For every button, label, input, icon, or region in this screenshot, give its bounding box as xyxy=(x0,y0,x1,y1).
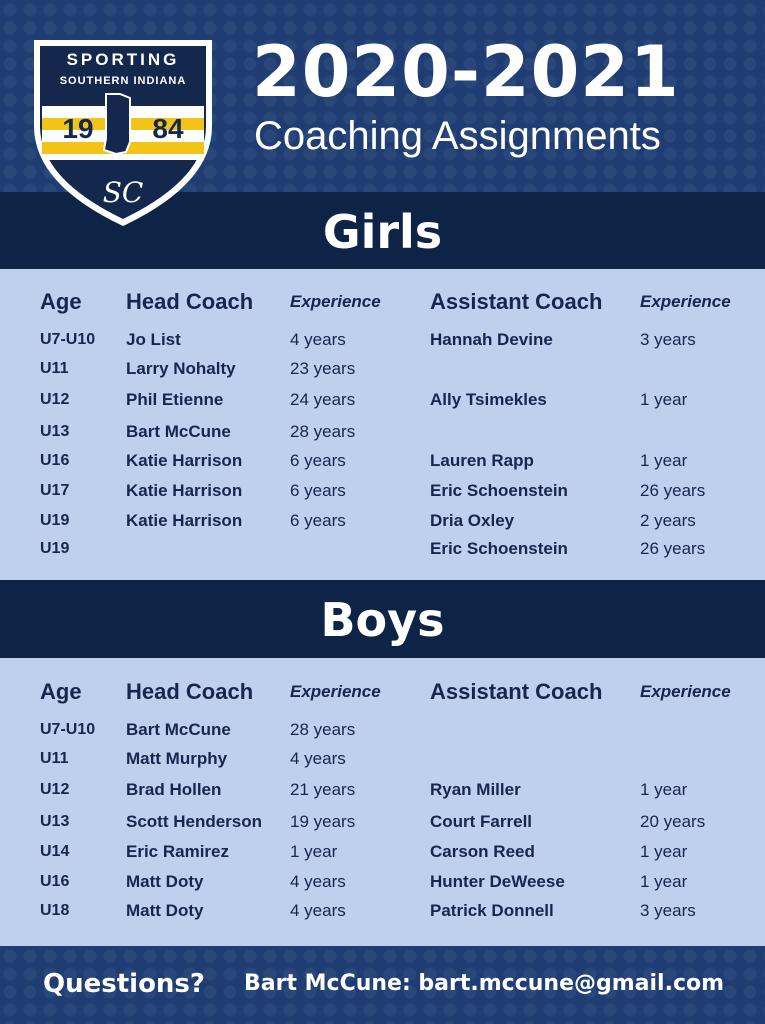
head-experience-cell: 21 years xyxy=(290,780,356,799)
head-experience-cell: 24 years xyxy=(290,390,356,409)
assistant-coach-cell: Court Farrell xyxy=(430,812,533,831)
head-experience-cell: 23 years xyxy=(290,359,356,378)
head-coach-cell: Brad Hollen xyxy=(126,780,222,799)
age-cell: U19 xyxy=(40,540,70,557)
head-coach-cell: Phil Etienne xyxy=(126,390,224,409)
girls-section-title: Girls xyxy=(0,192,765,269)
age-cell: U12 xyxy=(40,781,70,798)
head-experience-cell: 28 years xyxy=(290,422,356,441)
assistant-coach-cell: Ryan Miller xyxy=(430,780,521,799)
head-experience-cell: 6 years xyxy=(290,481,346,500)
assistant-coach-cell: Eric Schoenstein xyxy=(430,481,568,500)
age-cell: U16 xyxy=(40,873,70,890)
assistant-coach-cell: Patrick Donnell xyxy=(430,901,554,920)
assistant-experience-cell: 26 years xyxy=(640,481,706,500)
assistant-coach-cell: Lauren Rapp xyxy=(430,451,534,470)
head-coach-cell: Scott Henderson xyxy=(126,812,263,831)
age-cell: U16 xyxy=(40,452,70,469)
age-cell: U7-U10 xyxy=(40,721,96,738)
head-experience-cell: 4 years xyxy=(290,330,346,349)
girls-table xyxy=(0,269,765,580)
assistant-coach-cell: Dria Oxley xyxy=(430,511,515,530)
boys-table xyxy=(0,658,765,946)
head-coach-cell: Matt Doty xyxy=(126,901,204,920)
assistant-coach-cell: Carson Reed xyxy=(430,842,535,861)
age-cell: U11 xyxy=(40,750,69,767)
assistant-experience-cell: 3 years xyxy=(640,330,696,349)
assistant-experience-cell: 1 year xyxy=(640,872,688,891)
logo-year-left: 19 xyxy=(62,113,94,144)
head-experience-cell: 6 years xyxy=(290,451,346,470)
head-coach-cell: Matt Doty xyxy=(126,872,204,891)
head-coach-cell: Larry Nohalty xyxy=(126,359,236,378)
assistant-coach-cell: Hunter DeWeese xyxy=(430,872,565,891)
head-coach-cell: Bart McCune xyxy=(126,720,231,739)
head-experience-cell: 4 years xyxy=(290,872,346,891)
assistant-experience-cell: 1 year xyxy=(640,390,688,409)
age-cell: U17 xyxy=(40,482,70,499)
head-coach-cell: Bart McCune xyxy=(126,422,231,441)
assistant-coach-cell: Hannah Devine xyxy=(430,330,553,349)
assistant-experience-cell: 3 years xyxy=(640,901,696,920)
head-coach-cell: Katie Harrison xyxy=(126,511,243,530)
assistant-coach-cell: Eric Schoenstein xyxy=(430,539,568,558)
column-header-assistant-experience: Experience xyxy=(640,682,731,701)
logo-sub-text: SOUTHERN INDIANA xyxy=(59,75,187,87)
column-header-head-coach: Head Coach xyxy=(126,289,254,314)
head-experience-cell: 28 years xyxy=(290,720,356,739)
boys-section-title: Boys xyxy=(0,580,765,658)
column-header-age: Age xyxy=(40,679,82,704)
assistant-coach-cell: Ally Tsimekles xyxy=(430,390,547,409)
age-cell: U18 xyxy=(40,902,70,919)
age-cell: U19 xyxy=(40,512,70,529)
page-title: 2020-2021 xyxy=(252,31,680,113)
assistant-experience-cell: 20 years xyxy=(640,812,706,831)
age-cell: U14 xyxy=(40,843,70,860)
logo-monogram: SC xyxy=(102,176,144,209)
head-experience-cell: 4 years xyxy=(290,901,346,920)
column-header-age: Age xyxy=(40,289,82,314)
logo-top-text: SPORTING xyxy=(66,50,180,69)
age-cell: U13 xyxy=(40,423,70,440)
column-header-head-coach: Head Coach xyxy=(126,679,254,704)
footer xyxy=(0,946,765,1024)
head-experience-cell: 6 years xyxy=(290,511,346,530)
column-header-assistant-coach: Assistant Coach xyxy=(430,289,603,314)
logo-year-right: 84 xyxy=(152,113,184,144)
head-coach-cell: Katie Harrison xyxy=(126,451,243,470)
head-coach-cell: Katie Harrison xyxy=(126,481,243,500)
column-header-assistant-coach: Assistant Coach xyxy=(430,679,603,704)
head-experience-cell: 19 years xyxy=(290,812,356,831)
head-experience-cell: 4 years xyxy=(290,749,346,768)
page-subtitle: Coaching Assignments xyxy=(254,114,661,158)
age-cell: U11 xyxy=(40,360,69,377)
head-coach-cell: Matt Murphy xyxy=(126,749,228,768)
assistant-experience-cell: 2 years xyxy=(640,511,696,530)
assistant-experience-cell: 26 years xyxy=(640,539,706,558)
indiana-state-icon xyxy=(104,94,130,154)
contact-info: Bart McCune: bart.mccune@gmail.com xyxy=(244,971,725,996)
club-crest-logo xyxy=(28,34,218,230)
age-cell: U7-U10 xyxy=(40,331,96,348)
age-cell: U12 xyxy=(40,391,70,408)
head-coach-cell: Eric Ramirez xyxy=(126,842,229,861)
assistant-experience-cell: 1 year xyxy=(640,842,688,861)
head-experience-cell: 1 year xyxy=(290,842,338,861)
column-header-head-experience: Experience xyxy=(290,292,381,311)
assistant-experience-cell: 1 year xyxy=(640,780,688,799)
column-header-head-experience: Experience xyxy=(290,682,381,701)
column-header-assistant-experience: Experience xyxy=(640,292,731,311)
age-cell: U13 xyxy=(40,813,70,830)
assistant-experience-cell: 1 year xyxy=(640,451,688,470)
head-coach-cell: Jo List xyxy=(126,330,181,349)
questions-label: Questions? xyxy=(43,969,205,999)
